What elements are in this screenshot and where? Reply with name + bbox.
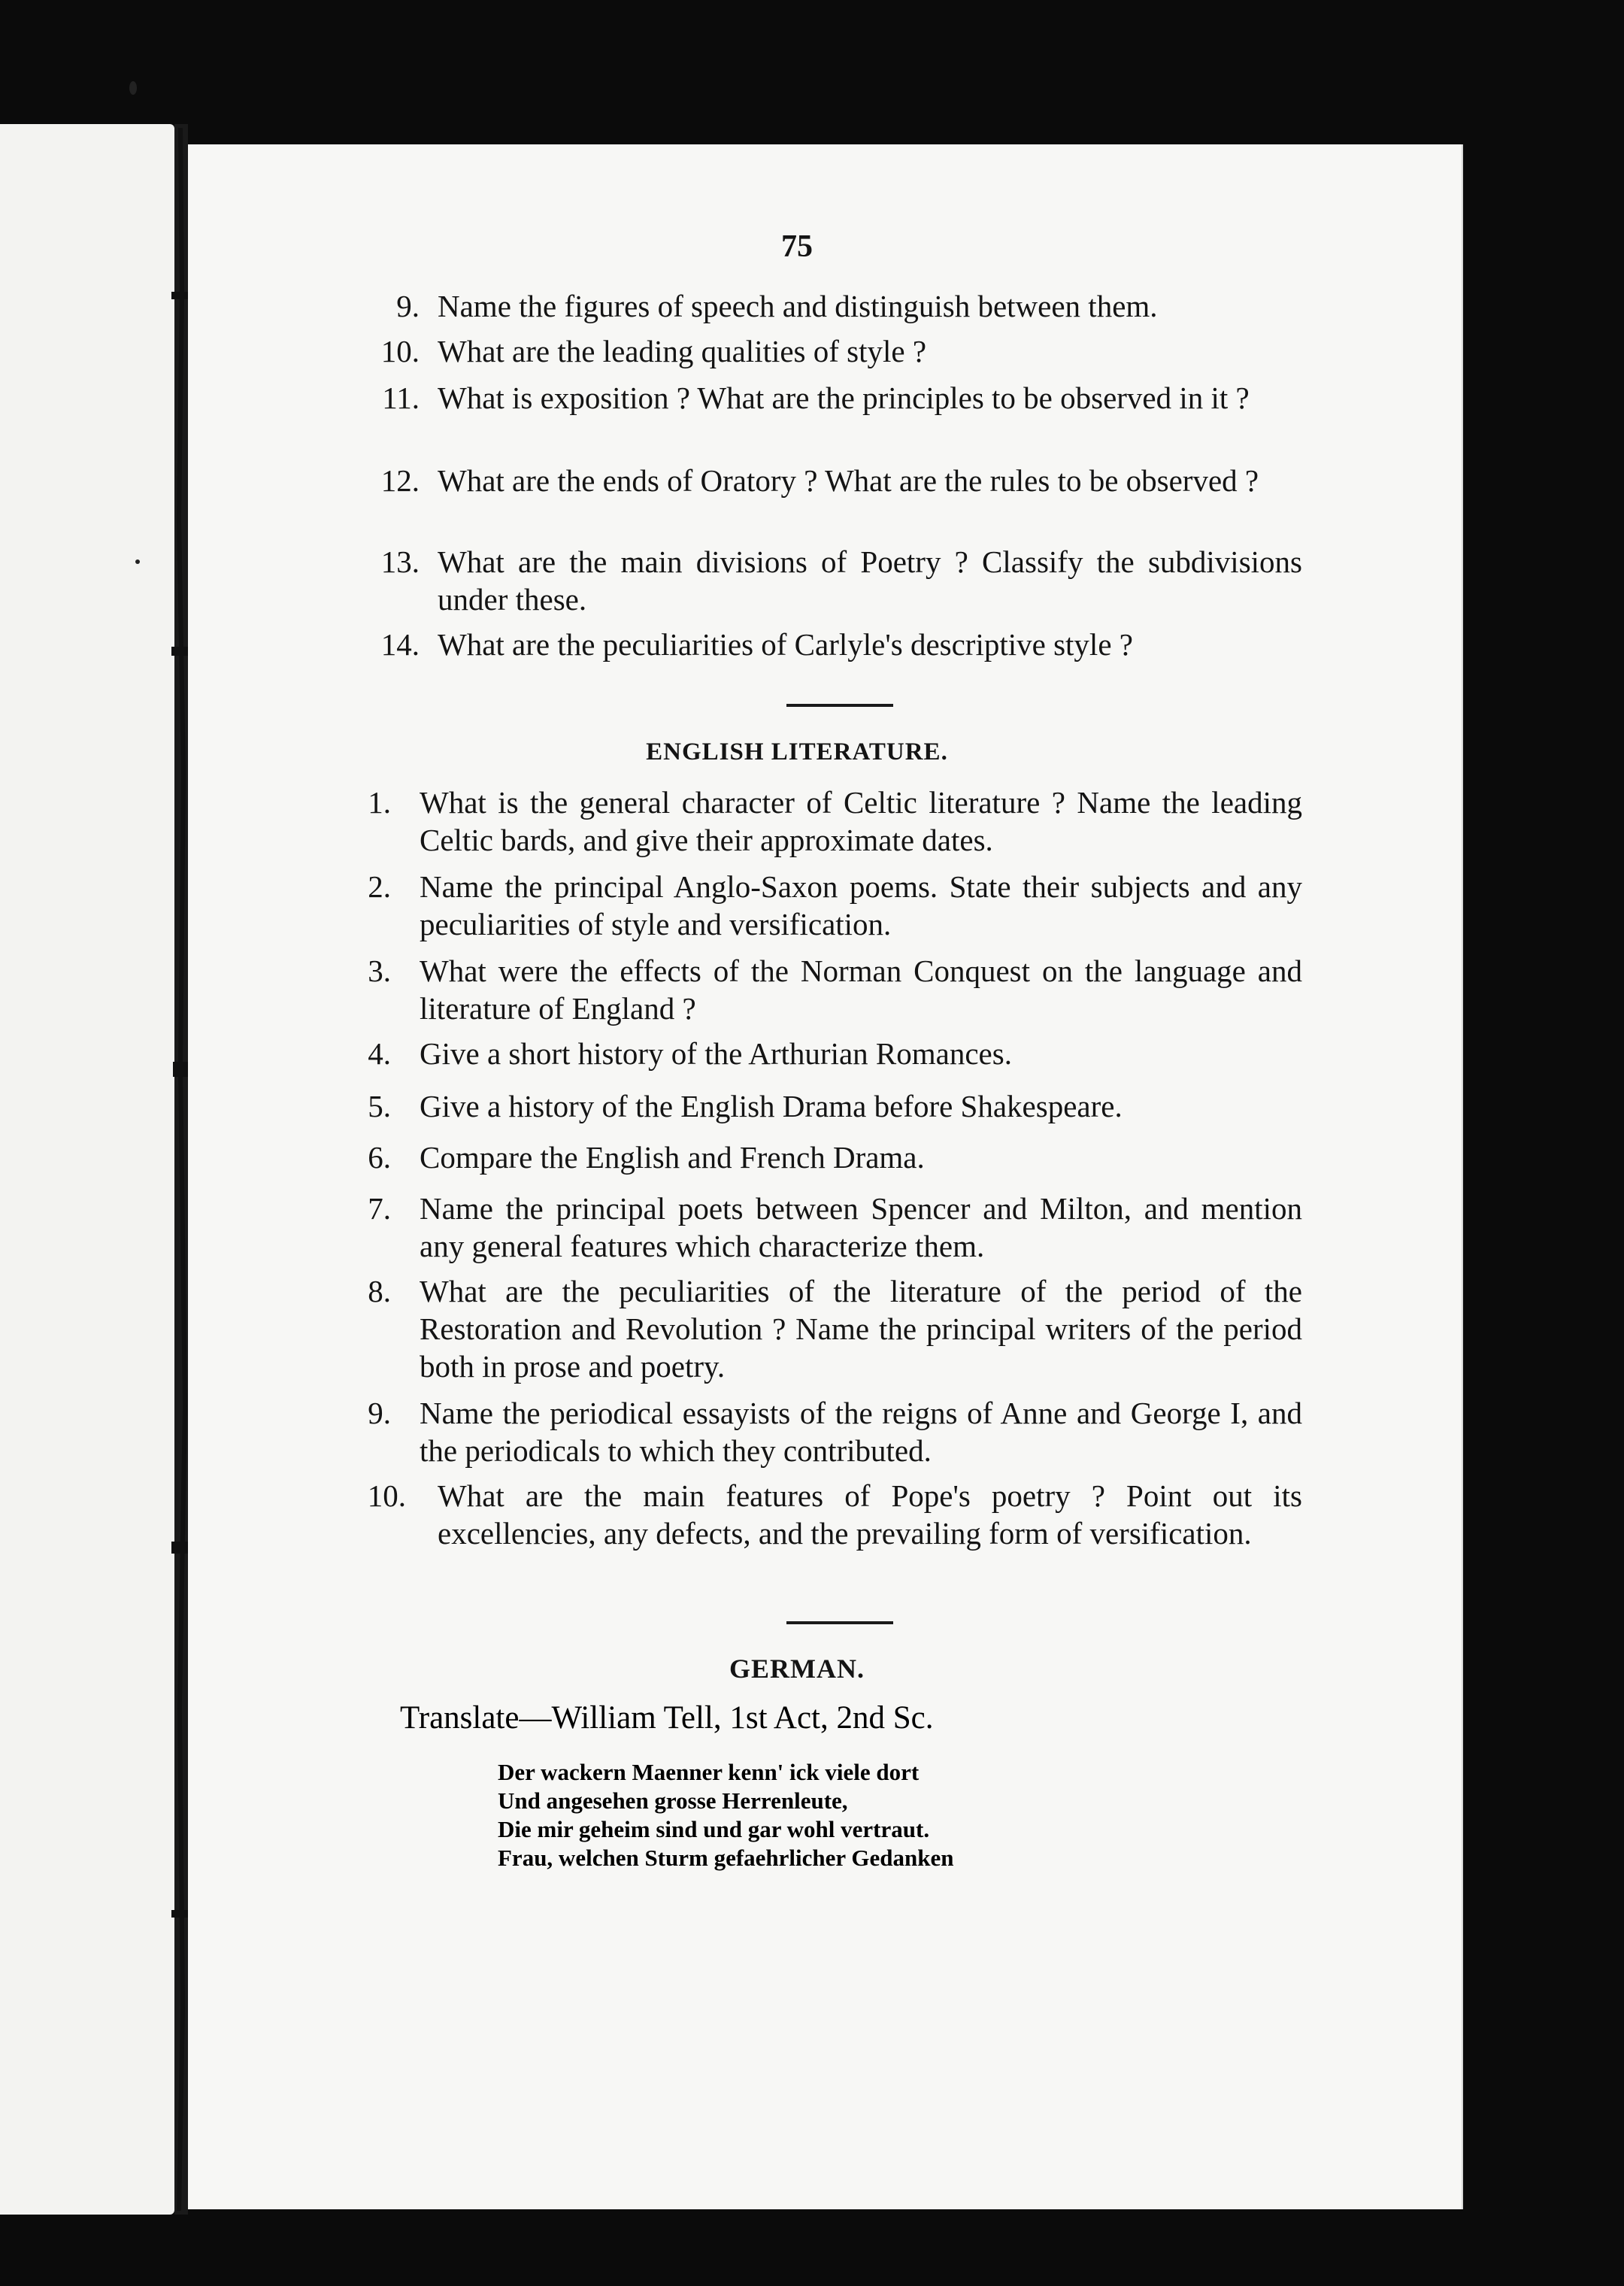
question-text: What is the general character of Celtic literature ? Name the leading Celtic bards, and give their approximate dates. (420, 785, 1302, 857)
question-text: Name the periodical essayists of the reigns of Anne and George I, and the periodicals to which they contributed. (420, 1396, 1302, 1468)
question-number: 13. (380, 544, 420, 579)
page-number: 75 (781, 229, 813, 264)
question-text: Name the principal poets between Spencer and Milton, and mention any general features which characterize them. (420, 1191, 1302, 1263)
facing-page-edge (0, 124, 174, 2215)
section-heading-english-literature: ENGLISH LITERATURE. (646, 738, 948, 766)
question-number: 11. (382, 380, 420, 415)
document-page (188, 144, 1462, 2209)
question-text: What are the leading qualities of style ? (438, 334, 927, 368)
question-number: 9. (368, 1396, 391, 1430)
question-number: 8. (368, 1274, 391, 1308)
german-line: Der wackern Maenner kenn' ick viele dort (498, 1759, 920, 1785)
question-number: 5. (368, 1089, 391, 1123)
question-number: 9. (396, 289, 420, 323)
question-number: 7. (368, 1191, 391, 1226)
question-text: What are the ends of Oratory ? What are the rules to be observed ? (438, 463, 1259, 498)
section-heading-german: GERMAN. (729, 1654, 865, 1684)
question-text: What were the effects of the Norman Conquest on the language and literature of England ? (420, 954, 1302, 1026)
question-text: Name the principal Anglo-Saxon poems. State their subjects and any peculiarities of style and versification. (420, 869, 1302, 941)
german-passage (498, 1758, 953, 1872)
question-text: Give a history of the English Drama before Shakespeare. (420, 1089, 1123, 1123)
question-text: What are the peculiarities of Carlyle's descriptive style ? (438, 627, 1133, 662)
question-number: 12. (380, 463, 420, 498)
section-divider (786, 704, 893, 707)
question-text: What are the main divisions of Poetry ? Classify the subdivisions under these. (438, 544, 1302, 617)
question-text: Give a short history of the Arthurian Romances. (420, 1036, 1012, 1071)
question-text: Compare the English and French Drama. (420, 1140, 925, 1175)
scan-speck (129, 81, 137, 95)
german-line: Die mir geheim sind und gar wohl vertraut. (498, 1816, 930, 1842)
question-text: What are the main features of Pope's poetry ? Point out its excellencies, any defects, and the prevailing form of versification. (438, 1478, 1302, 1551)
question-number: 2. (368, 869, 391, 904)
question-text: Name the figures of speech and distinguish between them. (438, 289, 1158, 323)
question-number: 3. (368, 954, 391, 988)
question-number: 10. (380, 334, 420, 368)
question-number: 14. (380, 627, 420, 662)
question-number: 1. (368, 785, 391, 820)
question-number: 6. (368, 1140, 391, 1175)
question-number: 10. (367, 1478, 406, 1513)
german-line: Frau, welchen Sturm gefaehrlicher Gedanken (498, 1845, 954, 1871)
section-divider (786, 1621, 893, 1624)
scan-speck (135, 559, 140, 564)
german-line: Und angesehen grosse Herrenleute, (498, 1787, 848, 1814)
translation-instruction: Translate—William Tell, 1st Act, 2nd Sc. (400, 1700, 934, 1736)
question-text: What are the peculiarities of the literature of the period of the Restoration and Revolution ? Name the principal writers of the period both in prose and poetry. (420, 1274, 1302, 1384)
question-text: What is exposition ? What are the principles to be observed in it ? (438, 380, 1250, 415)
question-number: 4. (368, 1036, 391, 1071)
